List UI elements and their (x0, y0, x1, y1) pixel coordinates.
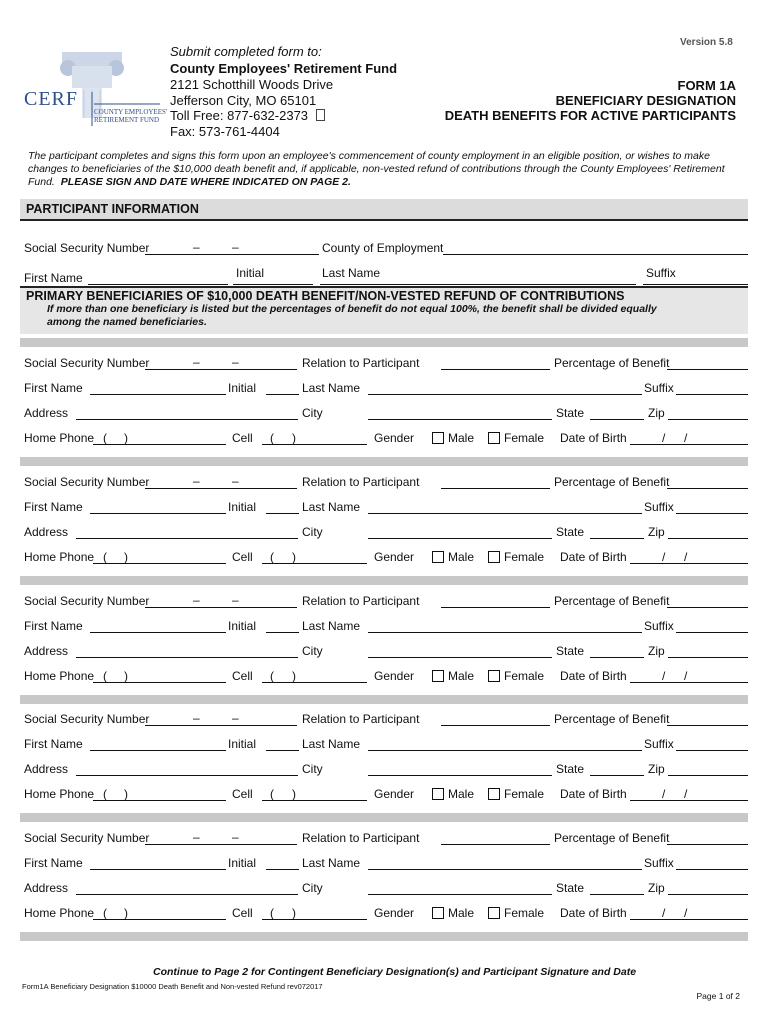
beneficiary-4-male-checkbox[interactable] (432, 788, 444, 800)
beneficiary-1-cell-paren-open: ( (270, 431, 274, 445)
beneficiary-1-address-label: Address (24, 406, 69, 420)
beneficiary-2-dob-label: Date of Birth (560, 550, 627, 564)
beneficiary-2-ssn-label: Social Security Number (24, 475, 150, 489)
beneficiary-2-ssn-dash1: – (193, 474, 200, 488)
beneficiary-1-last-field[interactable] (368, 394, 642, 395)
beneficiary-2-female-label: Female (504, 550, 545, 564)
beneficiary-3-cell-paren-open: ( (270, 669, 274, 683)
beneficiary-3-gender-label: Gender (374, 669, 415, 683)
beneficiary-4-suffix-field[interactable] (676, 750, 748, 751)
beneficiary-5-initial-field[interactable] (266, 869, 299, 870)
beneficiary-5-ssn-label: Social Security Number (24, 831, 150, 845)
beneficiary-4-divider (20, 813, 748, 822)
logo-line2: RETIREMENT FUND (94, 116, 160, 124)
beneficiary-1-zip-label: Zip (648, 406, 665, 420)
beneficiary-1-first-label: First Name (24, 381, 83, 395)
beneficiary-5-relation-label: Relation to Participant (302, 831, 420, 845)
beneficiary-3-home-phone-field[interactable] (93, 682, 226, 683)
beneficiary-3-dob-slash2: / (684, 669, 688, 683)
section-divider (20, 338, 748, 347)
form-title1: BENEFICIARY DESIGNATION (555, 93, 736, 108)
submit-heading: Submit completed form to: (170, 44, 322, 59)
beneficiary-4-address-label: Address (24, 762, 69, 776)
beneficiary-4-zip-field[interactable] (668, 775, 748, 776)
beneficiary-3-first-label: First Name (24, 619, 83, 633)
beneficiary-4-ssn-dash1: – (193, 711, 200, 725)
beneficiary-5-female-checkbox[interactable] (488, 907, 500, 919)
beneficiary-1-male-checkbox[interactable] (432, 432, 444, 444)
beneficiary-4-dob-field[interactable] (630, 800, 748, 801)
beneficiary-1-initial-field[interactable] (266, 394, 299, 395)
beneficiary-3-male-checkbox[interactable] (432, 670, 444, 682)
beneficiary-3-zip-label: Zip (648, 644, 665, 658)
beneficiary-5-home-phone-field[interactable] (93, 919, 226, 920)
beneficiary-5-last-label: Last Name (302, 856, 361, 870)
beneficiary-2-initial-field[interactable] (266, 513, 299, 514)
participant-suffix-field[interactable] (643, 284, 748, 285)
beneficiary-2-state-field[interactable] (590, 538, 644, 539)
continue-note: Continue to Page 2 for Contingent Beneficiary Designation(s) and Participant Signature and Date (153, 966, 637, 978)
participant-ssn-dash1: – (193, 240, 200, 254)
beneficiary-1-male-label: Male (448, 431, 475, 445)
beneficiary-5-last-field[interactable] (368, 869, 642, 870)
beneficiary-2-divider (20, 576, 748, 585)
cerf-logo (22, 44, 168, 134)
beneficiary-5-gender-label: Gender (374, 906, 415, 920)
beneficiary-4-cell-paren-open: ( (270, 787, 274, 801)
participant-ssn-label: Social Security Number (24, 241, 150, 255)
beneficiary-4-ssn-dash2: – (232, 711, 239, 725)
beneficiary-3-relation-field[interactable] (441, 607, 550, 608)
beneficiary-3-male-label: Male (448, 669, 475, 683)
beneficiary-4-percentage-field[interactable] (667, 725, 748, 726)
participant-county-field[interactable] (443, 254, 748, 255)
participant-header: PARTICIPANT INFORMATION (26, 202, 199, 216)
participant-initial-field[interactable] (233, 284, 313, 285)
logo-line1: COUNTY EMPLOYEES' (94, 108, 168, 116)
primary-header: PRIMARY BENEFICIARIES OF $10,000 DEATH BENEFIT/NON-VESTED REFUND OF CONTRIBUTIONS (26, 289, 625, 303)
beneficiary-3-ssn-label: Social Security Number (24, 594, 150, 608)
beneficiary-5-zip-label: Zip (648, 881, 665, 895)
beneficiary-3-home-phone-label: Home Phone (24, 669, 95, 683)
beneficiary-5-home-phone-label: Home Phone (24, 906, 95, 920)
participant-county-label: County of Employment (322, 241, 444, 255)
beneficiary-4-city-field[interactable] (368, 775, 552, 776)
participant-ssn-field[interactable] (145, 254, 319, 255)
beneficiary-4-relation-field[interactable] (441, 725, 550, 726)
beneficiary-3-suffix-field[interactable] (676, 632, 748, 633)
beneficiary-1-home-phone-paren-open: ( (103, 431, 107, 445)
beneficiary-3-suffix-label: Suffix (644, 619, 674, 633)
beneficiary-1-gender-label: Gender (374, 431, 415, 445)
beneficiary-4-relation-label: Relation to Participant (302, 712, 420, 726)
beneficiary-3-state-label: State (556, 644, 585, 658)
beneficiary-3-cell-field[interactable] (262, 682, 367, 683)
beneficiary-4-last-label: Last Name (302, 737, 361, 751)
beneficiary-1-dob-field[interactable] (630, 444, 748, 445)
beneficiary-4-zip-label: Zip (648, 762, 665, 776)
beneficiary-1-cell-paren-close: ) (292, 431, 296, 445)
beneficiary-5-zip-field[interactable] (668, 894, 748, 895)
beneficiary-5-percentage-label: Percentage of Benefit (554, 831, 670, 845)
beneficiary-2-home-phone-field[interactable] (93, 563, 226, 564)
beneficiary-1-address-field[interactable] (76, 419, 298, 420)
participant-last-label: Last Name (322, 266, 381, 280)
beneficiary-4-male-label: Male (448, 787, 475, 801)
beneficiary-3-dob-label: Date of Birth (560, 669, 627, 683)
beneficiary-2-suffix-field[interactable] (676, 513, 748, 514)
beneficiary-3-female-label: Female (504, 669, 545, 683)
form-number: FORM 1A (677, 78, 736, 93)
participant-suffix-label: Suffix (646, 266, 676, 280)
beneficiary-2-last-label: Last Name (302, 500, 361, 514)
intro-sign-notice: PLEASE SIGN AND DATE WHERE INDICATED ON PAGE 2. (60, 176, 351, 188)
participant-first-field[interactable] (88, 284, 228, 285)
beneficiary-2-city-field[interactable] (368, 538, 552, 539)
beneficiary-5-cell-paren-close: ) (292, 906, 296, 920)
beneficiary-5-male-checkbox[interactable] (432, 907, 444, 919)
beneficiary-4-female-label: Female (504, 787, 545, 801)
beneficiary-1-percentage-label: Percentage of Benefit (554, 356, 670, 370)
beneficiary-1-zip-field[interactable] (668, 419, 748, 420)
beneficiary-2-dob-field[interactable] (630, 563, 748, 564)
beneficiary-5-city-label: City (302, 881, 323, 895)
beneficiary-2-dob-slash2: / (684, 550, 688, 564)
beneficiary-1-ssn-field[interactable] (145, 369, 297, 370)
beneficiary-3-percentage-label: Percentage of Benefit (554, 594, 670, 608)
beneficiary-4-dob-label: Date of Birth (560, 787, 627, 801)
beneficiary-3-relation-label: Relation to Participant (302, 594, 420, 608)
beneficiary-2-home-phone-paren-close: ) (124, 550, 128, 564)
beneficiary-2-relation-field[interactable] (441, 488, 550, 489)
beneficiary-3-state-field[interactable] (590, 657, 644, 658)
beneficiary-5-suffix-field[interactable] (676, 869, 748, 870)
beneficiary-2-female-checkbox[interactable] (488, 551, 500, 563)
participant-initial-label: Initial (236, 266, 265, 280)
beneficiary-3-ssn-field[interactable] (145, 607, 297, 608)
beneficiary-3-dob-field[interactable] (630, 682, 748, 683)
beneficiary-5-female-label: Female (504, 906, 545, 920)
beneficiary-1-divider (20, 457, 748, 466)
beneficiary-5-home-phone-paren-close: ) (124, 906, 128, 920)
beneficiary-3-zip-field[interactable] (668, 657, 748, 658)
beneficiary-2-address-field[interactable] (76, 538, 298, 539)
participant-last-field[interactable] (320, 284, 636, 285)
beneficiary-3-address-label: Address (24, 644, 69, 658)
beneficiary-2-cell-paren-close: ) (292, 550, 296, 564)
beneficiary-3-first-field[interactable] (90, 632, 226, 633)
beneficiary-4-cell-paren-close: ) (292, 787, 296, 801)
submit-city: Jefferson City, MO 65101 (170, 93, 317, 108)
beneficiary-5-divider (20, 932, 748, 941)
beneficiary-4-address-field[interactable] (76, 775, 298, 776)
beneficiary-4-state-label: State (556, 762, 585, 776)
beneficiary-5-initial-label: Initial (228, 856, 257, 870)
beneficiary-1-city-field[interactable] (368, 419, 552, 420)
beneficiary-5-cell-paren-open: ( (270, 906, 274, 920)
intro-fund: Fund. (28, 176, 55, 188)
beneficiary-5-ssn-field[interactable] (145, 844, 297, 845)
glyph-box-icon (316, 109, 325, 121)
beneficiary-2-ssn-dash2: – (232, 474, 239, 488)
beneficiary-3-divider (20, 695, 748, 704)
beneficiary-2-initial-label: Initial (228, 500, 257, 514)
beneficiary-3-last-label: Last Name (302, 619, 361, 633)
beneficiary-1-suffix-label: Suffix (644, 381, 674, 395)
beneficiary-5-relation-field[interactable] (441, 844, 550, 845)
beneficiary-2-first-field[interactable] (90, 513, 226, 514)
beneficiary-2-home-phone-label: Home Phone (24, 550, 95, 564)
beneficiary-4-home-phone-paren-close: ) (124, 787, 128, 801)
beneficiary-1-cell-field[interactable] (262, 444, 367, 445)
beneficiary-1-state-field[interactable] (590, 419, 644, 420)
form-title2: DEATH BENEFITS FOR ACTIVE PARTICIPANTS (444, 108, 736, 123)
beneficiary-4-suffix-label: Suffix (644, 737, 674, 751)
beneficiary-3-female-checkbox[interactable] (488, 670, 500, 682)
submit-fax: Fax: 573-761-4404 (170, 124, 280, 139)
beneficiary-4-first-label: First Name (24, 737, 83, 751)
beneficiary-1-ssn-dash2: – (232, 355, 239, 369)
beneficiary-1-suffix-field[interactable] (676, 394, 748, 395)
beneficiary-3-address-field[interactable] (76, 657, 298, 658)
beneficiary-2-suffix-label: Suffix (644, 500, 674, 514)
beneficiary-2-percentage-field[interactable] (667, 488, 748, 489)
beneficiary-1-dob-slash2: / (684, 431, 688, 445)
beneficiary-1-relation-field[interactable] (441, 369, 550, 370)
beneficiary-2-city-label: City (302, 525, 323, 539)
beneficiary-4-home-phone-paren-open: ( (103, 787, 107, 801)
tollfree-text: Toll Free: 877-632-2373 (170, 108, 309, 123)
beneficiary-4-city-label: City (302, 762, 323, 776)
beneficiary-1-ssn-label: Social Security Number (24, 356, 150, 370)
beneficiary-2-male-label: Male (448, 550, 475, 564)
beneficiary-3-initial-label: Initial (228, 619, 257, 633)
beneficiary-5-ssn-dash2: – (232, 830, 239, 844)
intro-line2: changes to beneficiaries of the $10,000 death benefit and, if applicable, non-vested refund of contributions through the County Employees' Retirement (28, 163, 725, 175)
beneficiary-4-ssn-label: Social Security Number (24, 712, 150, 726)
beneficiary-2-zip-label: Zip (648, 525, 665, 539)
beneficiary-4-cell-field[interactable] (262, 800, 367, 801)
submit-tollfree (170, 108, 325, 123)
beneficiary-5-dob-slash1: / (662, 906, 666, 920)
beneficiary-5-ssn-dash1: – (193, 830, 200, 844)
logo-abbr: CERF (24, 88, 79, 110)
beneficiary-5-dob-field[interactable] (630, 919, 748, 920)
beneficiary-2-ssn-field[interactable] (145, 488, 297, 489)
beneficiary-3-dob-slash1: / (662, 669, 666, 683)
beneficiary-5-cell-field[interactable] (262, 919, 367, 920)
beneficiary-5-suffix-label: Suffix (644, 856, 674, 870)
beneficiary-4-ssn-field[interactable] (145, 725, 297, 726)
beneficiary-1-percentage-field[interactable] (667, 369, 748, 370)
beneficiary-3-last-field[interactable] (368, 632, 642, 633)
beneficiary-3-initial-field[interactable] (266, 632, 299, 633)
version-label: Version 5.8 (680, 37, 733, 48)
beneficiary-3-ssn-dash2: – (232, 593, 239, 607)
beneficiary-1-home-phone-paren-close: ) (124, 431, 128, 445)
submit-street: 2121 Schotthill Woods Drive (170, 77, 334, 92)
beneficiary-2-state-label: State (556, 525, 585, 539)
beneficiary-3-home-phone-paren-close: ) (124, 669, 128, 683)
beneficiary-5-state-field[interactable] (590, 894, 644, 895)
beneficiary-2-address-label: Address (24, 525, 69, 539)
beneficiary-3-home-phone-paren-open: ( (103, 669, 107, 683)
beneficiary-4-initial-field[interactable] (266, 750, 299, 751)
beneficiary-2-relation-label: Relation to Participant (302, 475, 420, 489)
beneficiary-1-dob-label: Date of Birth (560, 431, 627, 445)
beneficiary-5-address-label: Address (24, 881, 69, 895)
beneficiary-4-home-phone-field[interactable] (93, 800, 226, 801)
intro-line1: The participant completes and signs this form upon an employee's commencement of county employment in an eligible position, or wishes to make (28, 150, 710, 162)
beneficiary-1-first-field[interactable] (90, 394, 226, 395)
beneficiary-3-percentage-field[interactable] (667, 607, 748, 608)
beneficiary-1-female-checkbox[interactable] (488, 432, 500, 444)
beneficiary-3-ssn-dash1: – (193, 593, 200, 607)
participant-ssn-dash2: – (232, 240, 239, 254)
beneficiary-5-dob-slash2: / (684, 906, 688, 920)
beneficiary-1-female-label: Female (504, 431, 545, 445)
beneficiary-5-home-phone-paren-open: ( (103, 906, 107, 920)
beneficiary-2-cell-label: Cell (232, 550, 253, 564)
beneficiary-1-cell-label: Cell (232, 431, 253, 445)
beneficiary-5-address-field[interactable] (76, 894, 298, 895)
primary-note1: If more than one beneficiary is listed but the percentages of benefit do not equal 100%, the benefit shall be divided equally (47, 303, 657, 315)
beneficiary-4-cell-label: Cell (232, 787, 253, 801)
beneficiary-1-home-phone-label: Home Phone (24, 431, 95, 445)
beneficiary-5-city-field[interactable] (368, 894, 552, 895)
beneficiary-2-home-phone-paren-open: ( (103, 550, 107, 564)
beneficiary-1-city-label: City (302, 406, 323, 420)
beneficiary-4-female-checkbox[interactable] (488, 788, 500, 800)
beneficiary-4-percentage-label: Percentage of Benefit (554, 712, 670, 726)
beneficiary-5-cell-label: Cell (232, 906, 253, 920)
beneficiary-2-gender-label: Gender (374, 550, 415, 564)
beneficiary-4-dob-slash1: / (662, 787, 666, 801)
beneficiary-5-dob-label: Date of Birth (560, 906, 627, 920)
primary-note2: among the named beneficiaries. (47, 316, 207, 328)
beneficiary-4-initial-label: Initial (228, 737, 257, 751)
beneficiary-2-zip-field[interactable] (668, 538, 748, 539)
beneficiary-3-cell-label: Cell (232, 669, 253, 683)
submit-org: County Employees' Retirement Fund (170, 61, 398, 76)
beneficiary-1-ssn-dash1: – (193, 355, 200, 369)
participant-first-label: First Name (24, 271, 83, 285)
beneficiary-5-state-label: State (556, 881, 585, 895)
beneficiary-3-cell-paren-close: ) (292, 669, 296, 683)
page-number: Page 1 of 2 (696, 991, 740, 1001)
beneficiary-4-home-phone-label: Home Phone (24, 787, 95, 801)
beneficiary-1-state-label: State (556, 406, 585, 420)
beneficiary-2-percentage-label: Percentage of Benefit (554, 475, 670, 489)
beneficiary-2-dob-slash1: / (662, 550, 666, 564)
beneficiary-2-cell-field[interactable] (262, 563, 367, 564)
beneficiary-5-first-label: First Name (24, 856, 83, 870)
beneficiary-5-first-field[interactable] (90, 869, 226, 870)
beneficiary-4-state-field[interactable] (590, 775, 644, 776)
beneficiary-1-dob-slash1: / (662, 431, 666, 445)
form-id: Form1A Beneficiary Designation $10000 Death Benefit and Non-vested Refund rev072017 (22, 982, 323, 991)
intro-line3 (28, 176, 351, 188)
beneficiary-3-city-field[interactable] (368, 657, 552, 658)
beneficiary-5-male-label: Male (448, 906, 475, 920)
beneficiary-2-last-field[interactable] (368, 513, 642, 514)
beneficiary-4-gender-label: Gender (374, 787, 415, 801)
beneficiary-4-dob-slash2: / (684, 787, 688, 801)
beneficiary-5-percentage-field[interactable] (667, 844, 748, 845)
beneficiary-3-city-label: City (302, 644, 323, 658)
beneficiary-1-initial-label: Initial (228, 381, 257, 395)
beneficiary-2-first-label: First Name (24, 500, 83, 514)
beneficiary-1-last-label: Last Name (302, 381, 361, 395)
beneficiary-1-relation-label: Relation to Participant (302, 356, 420, 370)
beneficiary-2-cell-paren-open: ( (270, 550, 274, 564)
beneficiary-4-last-field[interactable] (368, 750, 642, 751)
beneficiary-4-first-field[interactable] (90, 750, 226, 751)
beneficiary-1-home-phone-field[interactable] (93, 444, 226, 445)
beneficiary-2-male-checkbox[interactable] (432, 551, 444, 563)
